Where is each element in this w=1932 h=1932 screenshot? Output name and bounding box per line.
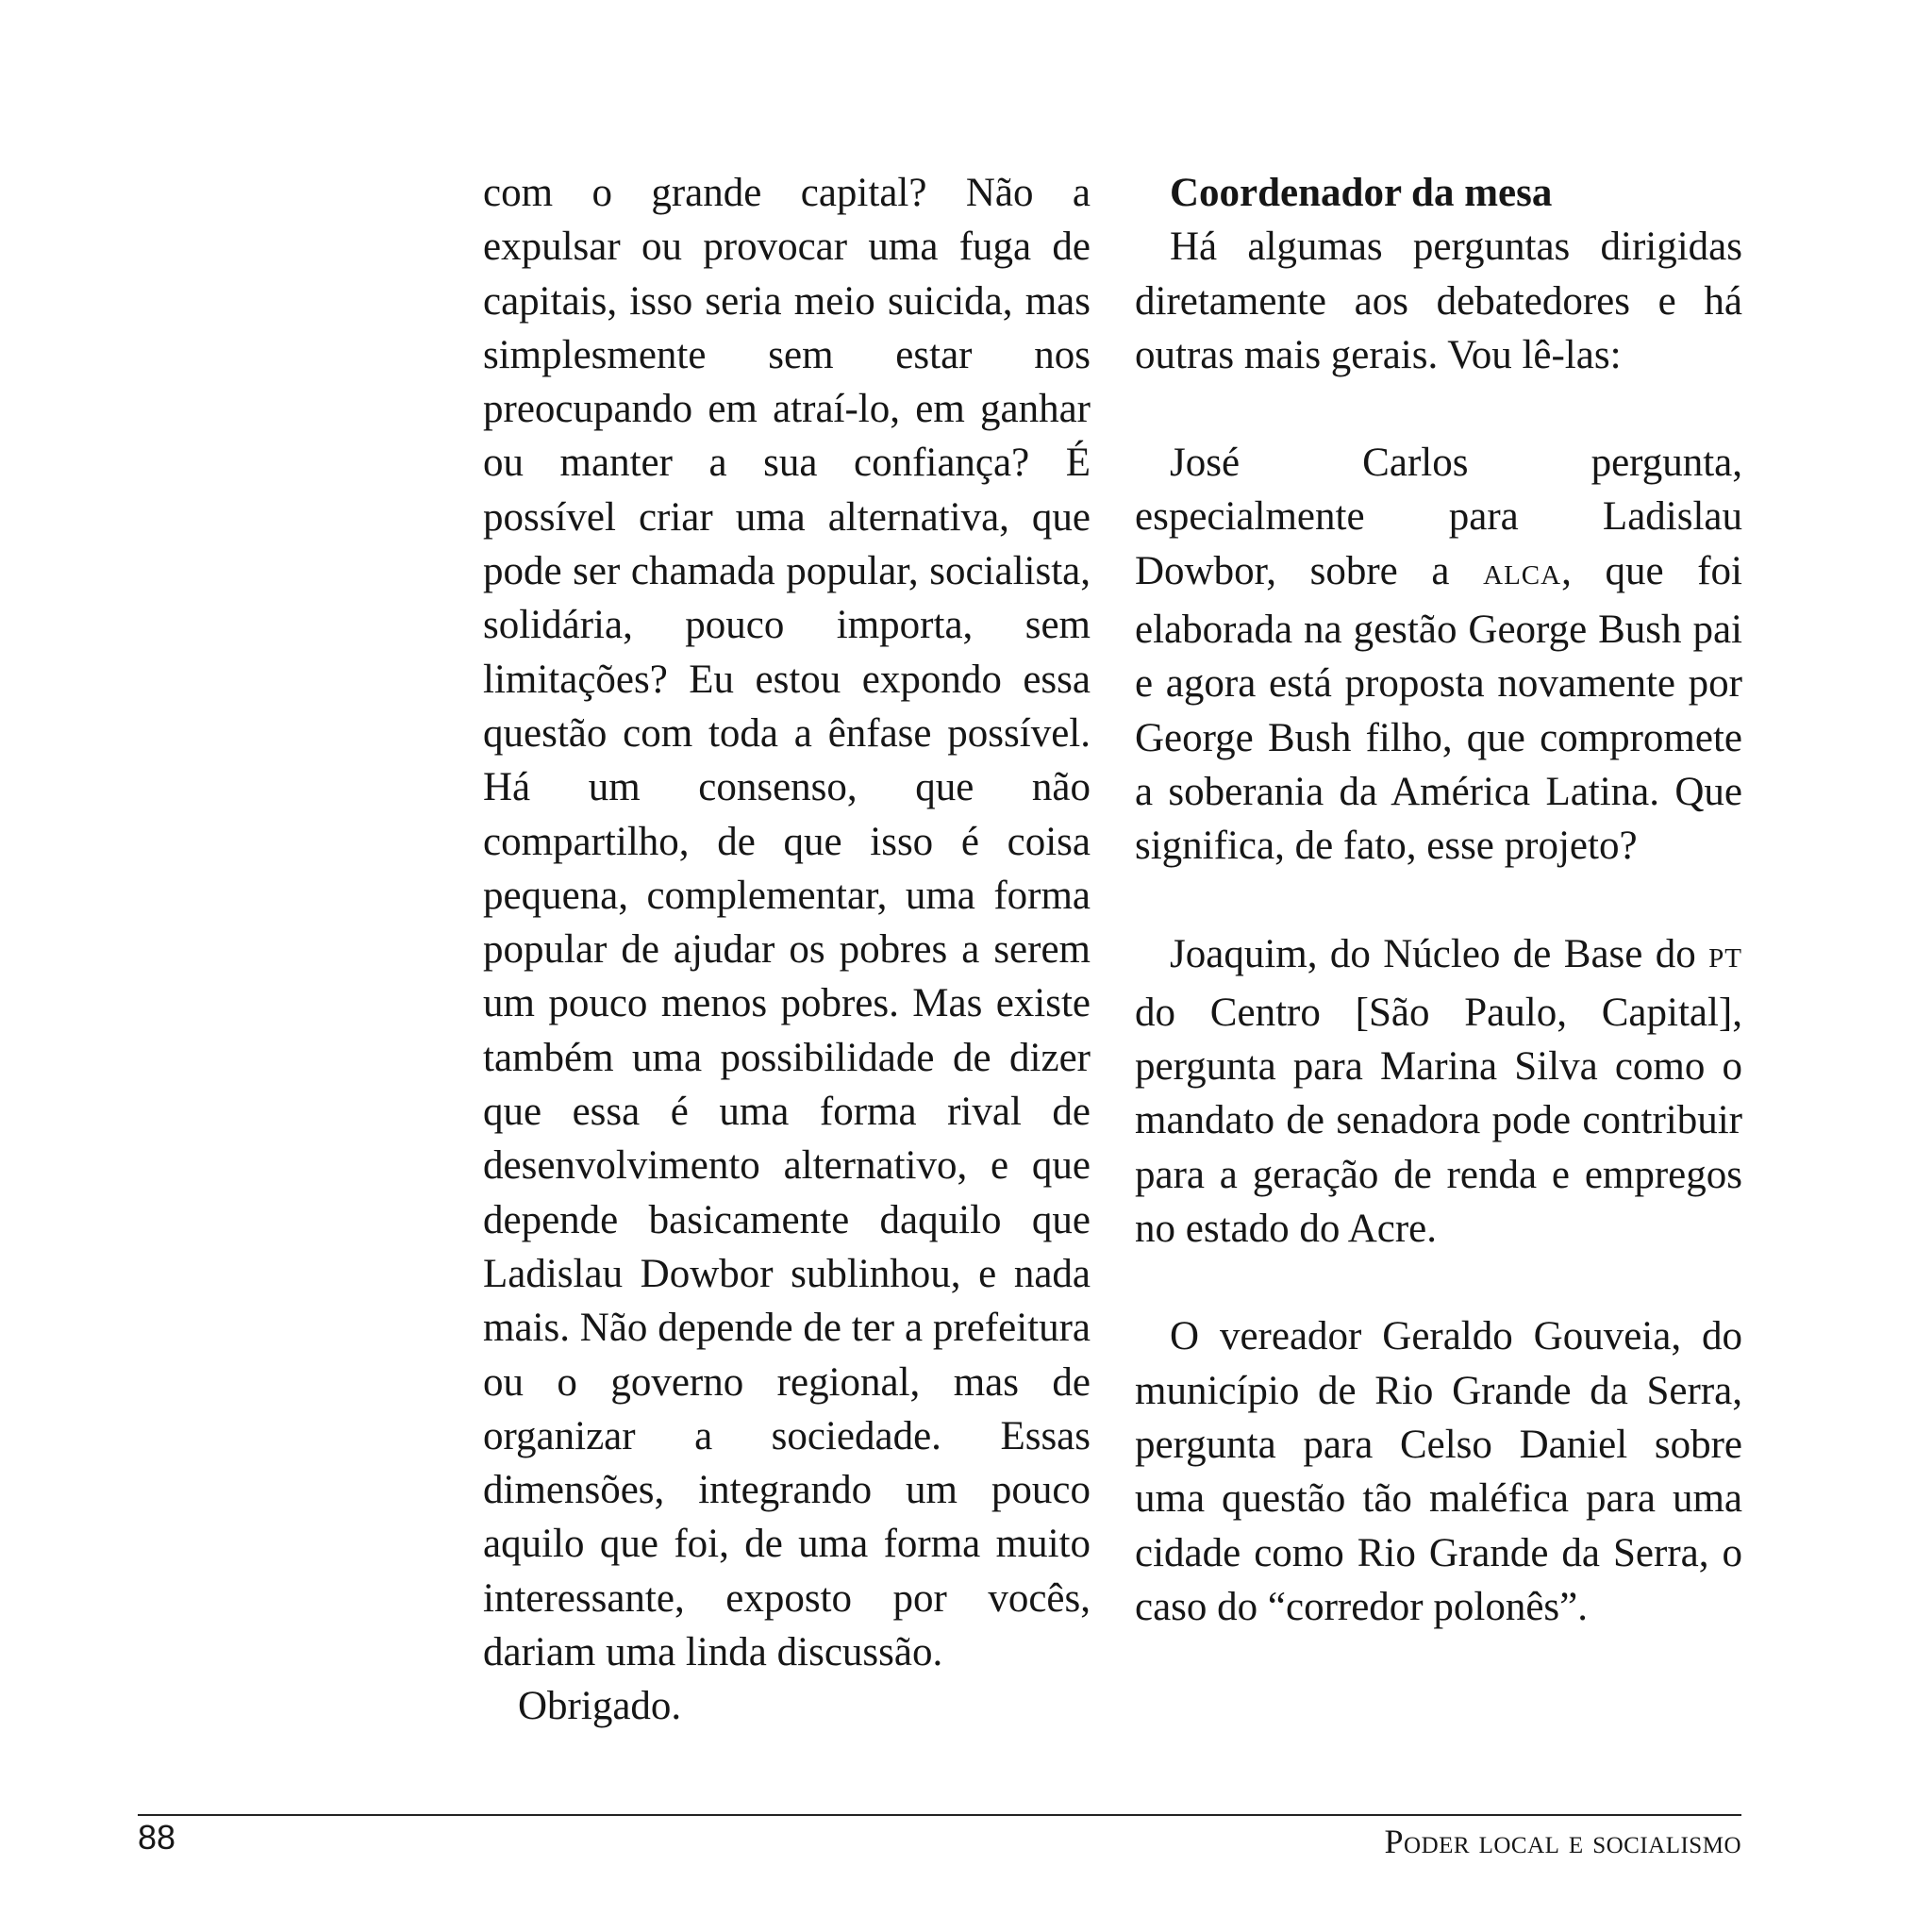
question-paragraph: O vereador Geraldo Gouveia, do município de Rio Grande da Serra, pergunta para Celso Daniel sobre uma questão tão maléfica para uma cidade como Rio Grande da Serra, o caso do “corredor polonês”. (1135, 1314, 1742, 1629)
question-paragraph (1135, 927, 1742, 1257)
right-text-column (1135, 166, 1742, 1634)
page-number: 88 (138, 1818, 176, 1857)
left-text-column (483, 166, 1091, 1734)
body-paragraph: com o grande capital? Não a expulsar ou provocar uma fuga de capitais, isso seria meio suicida, mas simplesmente sem estar nos preocupando em atraí-lo, em ganhar ou manter a sua confiança? É possível criar uma alternativa, que pode ser chamada popular, socialista, solidária, pouco importa, sem limitações? Eu estou expondo essa questão com toda a ênfase possível. Há um consenso, que não compartilho, de que isso é coisa pequena, complementar, uma forma popular de ajudar os pobres a serem um pouco menos pobres. Mas existe também uma possibilidade de dizer que essa é uma forma rival de desenvolvimento alternativo, e que depende basicamente daquilo que Ladislau Dowbor sublinhou, e nada mais. Não depende de ter a prefeitura ou o governo regional, mas de organizar a sociedade. Essas dimensões, integrando um pouco aquilo que foi, de uma forma muito interessante, exposto por vocês, dariam uma linda discussão. (483, 171, 1091, 1675)
body-paragraph-closing: Obrigado. (518, 1684, 682, 1729)
acronym: PT (1708, 942, 1742, 974)
body-paragraph-intro: Há algumas perguntas dirigidas diretamente aos debatedores e há outras mais gerais. Vou lê-las: (1135, 225, 1742, 377)
running-title: Poder local e socialismo (1384, 1823, 1741, 1860)
footer-rule (138, 1814, 1741, 1816)
question-text: José Carlos pergunta, especialmente para Ladislau Dowbor, sobre a (1135, 441, 1742, 593)
question-text: , que foi elaborada na gestão George Bush pai e agora está proposta novamente por George Bush filho, que compromete a soberania da América Latina. Que significa, de fato, esse projeto? (1135, 548, 1742, 869)
question-text: do Centro [São Paulo, Capital], pergunta para Marina Silva como o mandato de senadora pode contribuir para a geração de renda e empregos no estado do Acre. (1135, 990, 1742, 1252)
question-text: Joaquim, do Núcleo de Base do (1170, 931, 1709, 976)
acronym: ALCA (1483, 559, 1562, 591)
question-paragraph (1135, 436, 1742, 873)
speaker-heading: Coordenador da mesa (1170, 171, 1553, 215)
